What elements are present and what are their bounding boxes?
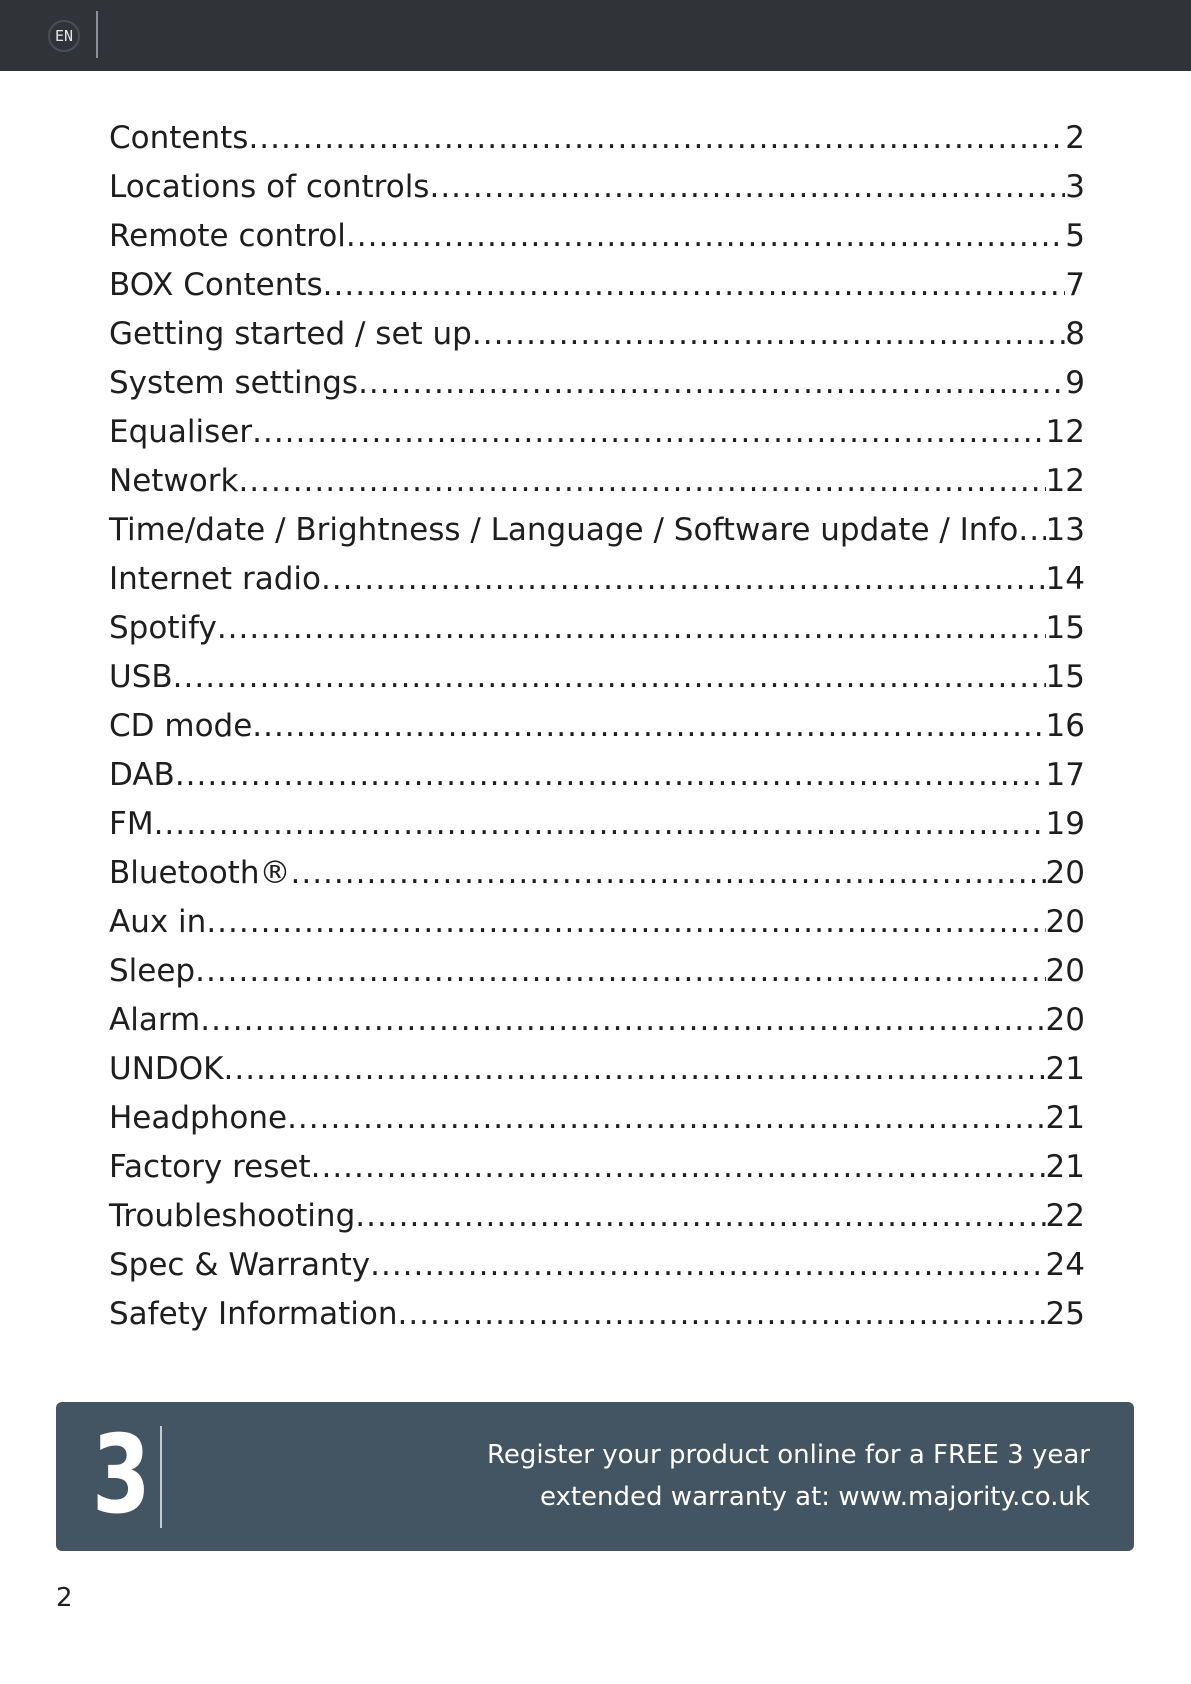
- toc-entry-title: Safety Information: [109, 1296, 398, 1332]
- toc-entry-title: Sleep: [109, 953, 196, 989]
- toc-entry[interactable]: [109, 996, 1085, 1045]
- toc-entry-page: 20: [1045, 855, 1085, 891]
- toc-entry[interactable]: [109, 1045, 1085, 1094]
- toc-entry-page: 15: [1045, 659, 1085, 695]
- toc-entry[interactable]: [109, 1094, 1085, 1143]
- toc-entry-page: 21: [1045, 1051, 1085, 1087]
- toc-entry[interactable]: [109, 457, 1085, 506]
- toc-entry[interactable]: [109, 604, 1085, 653]
- toc-entry-title: CD mode: [109, 708, 253, 744]
- toc-dot-leader: [252, 702, 1045, 751]
- toc-entry-title: Equaliser: [109, 414, 253, 450]
- toc-entry-page: 25: [1045, 1296, 1085, 1332]
- toc-dot-leader: [397, 1290, 1045, 1339]
- toc-dot-leader: [472, 310, 1065, 359]
- toc-entry[interactable]: [109, 506, 1085, 555]
- toc-dot-leader: [1018, 506, 1045, 555]
- toc-dot-leader: [175, 751, 1046, 800]
- toc-entry-title: Spec & Warranty: [109, 1247, 371, 1283]
- toc-entry-page: 20: [1045, 953, 1085, 989]
- toc-dot-leader: [429, 163, 1065, 212]
- page-number: 2: [56, 1583, 73, 1613]
- toc-dot-leader: [287, 1094, 1045, 1143]
- toc-entry-title: Factory reset: [109, 1149, 311, 1185]
- toc-entry-page: 20: [1045, 1002, 1085, 1038]
- toc-entry-title: FM: [109, 806, 154, 842]
- warranty-message-line-2: extended warranty at: www.majority.co.uk: [539, 1482, 1090, 1512]
- toc-entry[interactable]: [109, 1143, 1085, 1192]
- toc-entry-title: USB: [109, 659, 173, 695]
- toc-entry-title: Contents: [109, 120, 249, 156]
- toc-entry[interactable]: [109, 1241, 1085, 1290]
- warranty-divider: [160, 1426, 162, 1528]
- toc-entry-page: 14: [1045, 561, 1085, 597]
- toc-entry-title: Internet radio: [109, 561, 321, 597]
- warranty-years-digit: 3: [92, 1413, 151, 1538]
- toc-entry-page: 9: [1065, 365, 1085, 401]
- toc-dot-leader: [321, 555, 1046, 604]
- toc-entry-title: Spotify: [109, 610, 217, 646]
- toc-entry-page: 12: [1045, 463, 1085, 499]
- toc-entry-page: 3: [1065, 169, 1085, 205]
- toc-entry-title: Locations of controls: [109, 169, 430, 205]
- toc-entry-page: 24: [1045, 1247, 1085, 1283]
- toc-entry-page: 20: [1045, 904, 1085, 940]
- toc-entry[interactable]: [109, 1290, 1085, 1339]
- toc-dot-leader: [346, 212, 1065, 261]
- toc-entry-title: System settings: [109, 365, 359, 401]
- toc-entry-page: 7: [1065, 267, 1085, 303]
- toc-entry-page: 5: [1065, 218, 1085, 254]
- toc-entry-page: 22: [1045, 1198, 1085, 1234]
- toc-dot-leader: [217, 604, 1046, 653]
- toc-entry[interactable]: [109, 800, 1085, 849]
- toc-dot-leader: [238, 457, 1045, 506]
- toc-entry-page: 15: [1045, 610, 1085, 646]
- toc-entry[interactable]: [109, 849, 1085, 898]
- toc-entry-title: Aux in: [109, 904, 207, 940]
- toc-entry[interactable]: [109, 947, 1085, 996]
- header-divider: [96, 11, 98, 58]
- toc-entry[interactable]: [109, 702, 1085, 751]
- toc-dot-leader: [173, 653, 1046, 702]
- toc-dot-leader: [355, 1192, 1045, 1241]
- toc-entry[interactable]: [109, 653, 1085, 702]
- toc-entry-page: 16: [1045, 708, 1085, 744]
- toc-entry-page: 2: [1065, 120, 1085, 156]
- toc-entry-page: 19: [1045, 806, 1085, 842]
- toc-entry-page: 13: [1045, 512, 1085, 548]
- toc-entry-title: Getting started / set up: [109, 316, 472, 352]
- toc-entry[interactable]: [109, 555, 1085, 604]
- warranty-banner: [56, 1402, 1134, 1551]
- toc-entry-title: Headphone: [109, 1100, 288, 1136]
- toc-entry[interactable]: [109, 408, 1085, 457]
- toc-dot-leader: [323, 261, 1066, 310]
- warranty-message-line-1: Register your product online for a FREE 3 year: [486, 1440, 1090, 1470]
- toc-dot-leader: [252, 408, 1045, 457]
- toc-dot-leader: [248, 114, 1065, 163]
- toc-dot-leader: [195, 947, 1045, 996]
- toc-dot-leader: [358, 359, 1065, 408]
- toc-entry[interactable]: [109, 898, 1085, 947]
- toc-entry[interactable]: [109, 114, 1085, 163]
- warranty-message: [390, 1434, 1090, 1518]
- toc-entry-page: 12: [1045, 414, 1085, 450]
- toc-dot-leader: [370, 1241, 1045, 1290]
- toc-entry-title: BOX Contents: [109, 267, 323, 303]
- toc-entry[interactable]: [109, 310, 1085, 359]
- toc-entry-title: Alarm: [109, 1002, 201, 1038]
- toc-dot-leader: [206, 898, 1045, 947]
- toc-entry-page: 17: [1045, 757, 1085, 793]
- toc-entry[interactable]: [109, 163, 1085, 212]
- toc-entry-title: Network: [109, 463, 239, 499]
- toc-entry-title: Troubleshooting: [109, 1198, 356, 1234]
- language-badge: EN: [48, 20, 80, 52]
- toc-entry[interactable]: [109, 1192, 1085, 1241]
- toc-entry-page: 21: [1045, 1149, 1085, 1185]
- table-of-contents: [109, 114, 1085, 1339]
- toc-entry-title: Bluetooth®: [109, 855, 291, 891]
- toc-entry-page: 8: [1065, 316, 1085, 352]
- toc-entry[interactable]: [109, 212, 1085, 261]
- toc-dot-leader: [154, 800, 1046, 849]
- toc-dot-leader: [200, 996, 1045, 1045]
- toc-dot-leader: [223, 1045, 1045, 1094]
- toc-dot-leader: [291, 849, 1046, 898]
- toc-dot-leader: [311, 1143, 1046, 1192]
- toc-entry-title: Remote control: [109, 218, 346, 254]
- toc-entry-title: DAB: [109, 757, 175, 793]
- toc-entry-page: 21: [1045, 1100, 1085, 1136]
- toc-entry[interactable]: [109, 261, 1085, 310]
- toc-entry-title: Time/date / Brightness / Language / Software update / Info: [109, 512, 1019, 548]
- toc-entry[interactable]: [109, 751, 1085, 800]
- top-bar: [0, 0, 1191, 71]
- toc-entry-title: UNDOK: [109, 1051, 224, 1087]
- toc-entry[interactable]: [109, 359, 1085, 408]
